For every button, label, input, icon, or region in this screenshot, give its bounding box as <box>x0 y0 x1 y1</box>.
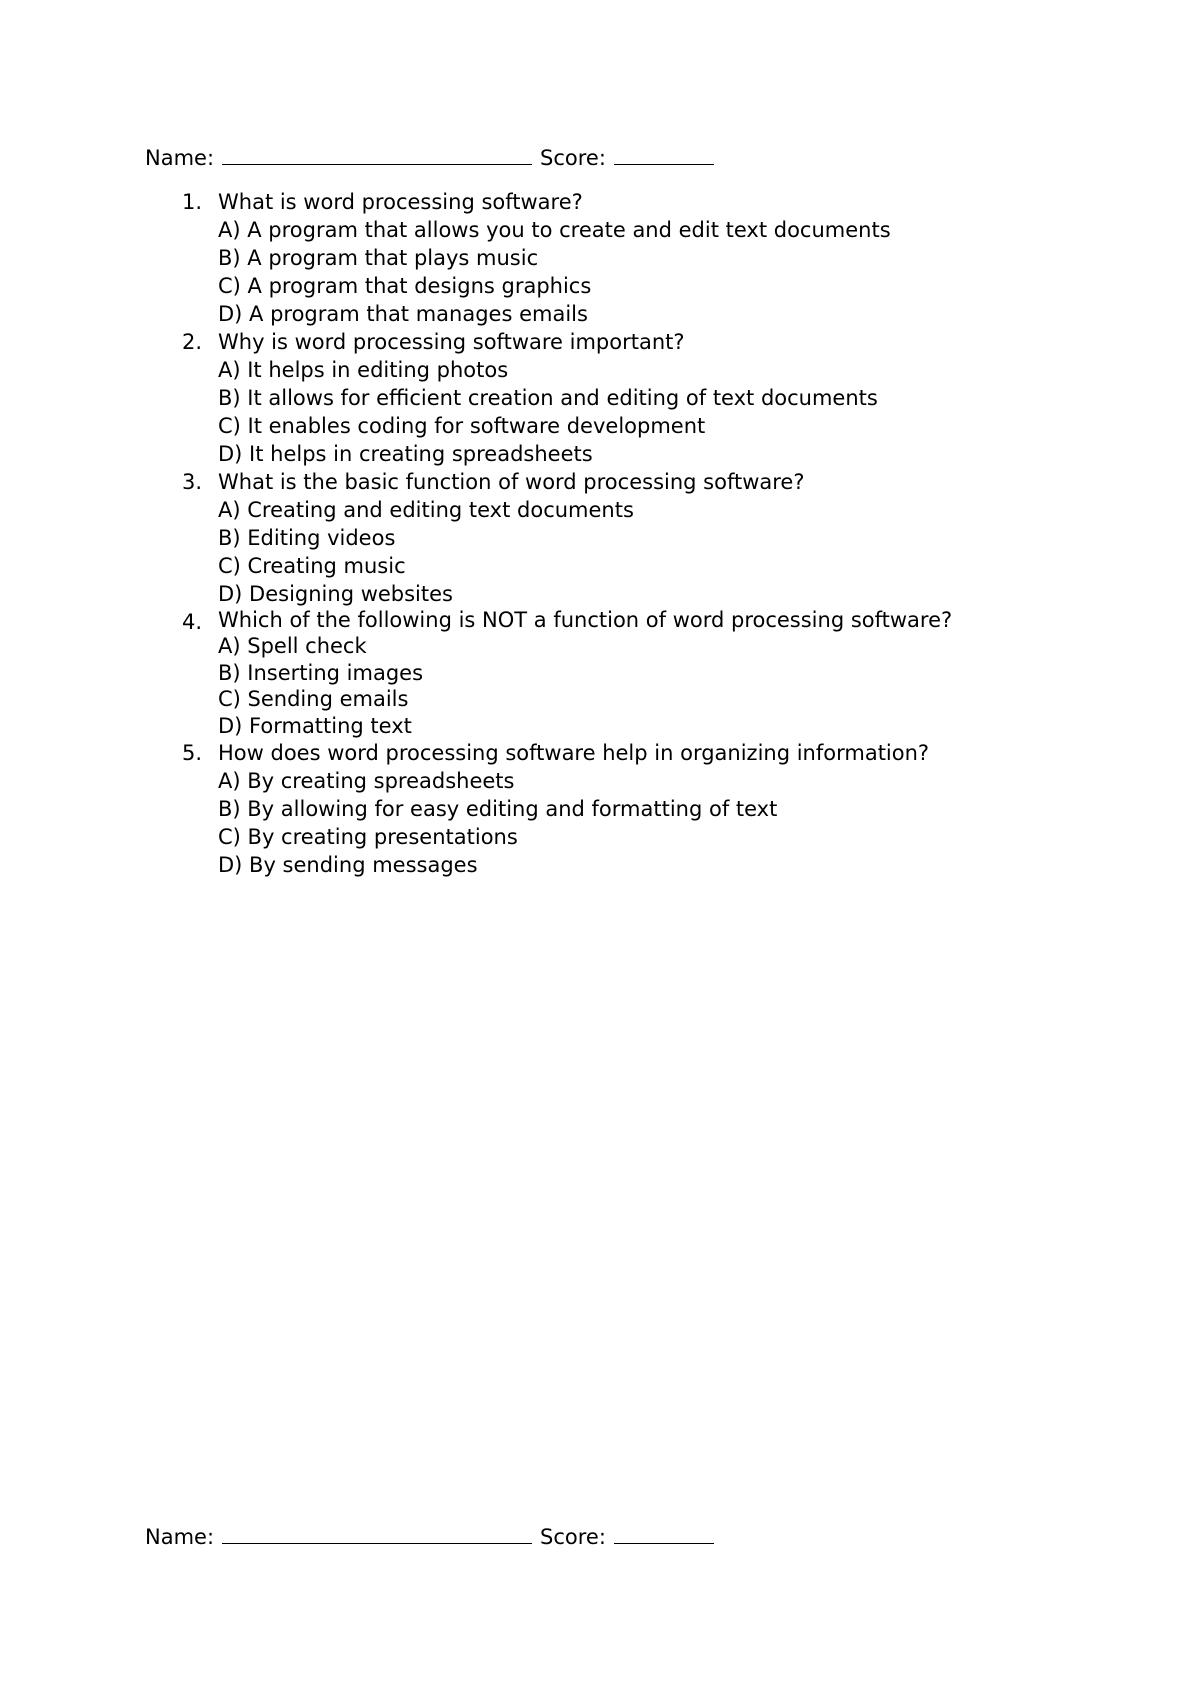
question-text: Why is word processing software important? <box>218 330 685 354</box>
answer-option: B) A program that plays music <box>218 246 539 270</box>
question-item <box>0 188 1200 328</box>
option-list <box>218 496 1200 608</box>
question-number: 1. <box>182 190 203 214</box>
option-list <box>218 767 1200 879</box>
question-item <box>0 328 1200 468</box>
question-text: What is the basic function of word processing software? <box>218 470 805 494</box>
name-label: Name: <box>145 1525 215 1549</box>
answer-option: C) By creating presentations <box>218 825 518 849</box>
footer-name-score <box>145 1523 722 1551</box>
answer-option: D) Designing websites <box>218 582 453 606</box>
question-item <box>0 608 1200 739</box>
answer-option: B) By allowing for easy editing and formatting of text <box>218 797 778 821</box>
answer-option: B) Editing videos <box>218 526 396 550</box>
answer-option: C) It enables coding for software development <box>218 414 706 438</box>
answer-option: D) Formatting text <box>218 713 412 738</box>
question-text: Which of the following is NOT a function of word processing software? <box>218 608 953 632</box>
question-number: 2. <box>182 330 203 354</box>
option-list <box>218 356 1200 468</box>
answer-option: A) A program that allows you to create and edit text documents <box>218 218 891 242</box>
question-text: What is word processing software? <box>218 190 583 214</box>
score-label: Score: <box>540 1525 606 1549</box>
question-list <box>0 188 1200 879</box>
answer-option: B) It allows for efficient creation and editing of text documents <box>218 386 878 410</box>
header-name-score <box>145 144 722 172</box>
question-item <box>0 468 1200 608</box>
answer-option: A) It helps in editing photos <box>218 358 509 382</box>
answer-option: D) By sending messages <box>218 853 478 877</box>
answer-option: A) Creating and editing text documents <box>218 498 634 522</box>
score-blank[interactable] <box>614 144 714 165</box>
answer-option: C) Creating music <box>218 554 406 578</box>
score-label: Score: <box>540 146 606 170</box>
name-label: Name: <box>145 146 215 170</box>
name-blank[interactable] <box>222 144 532 165</box>
question-number: 5. <box>182 741 203 765</box>
answer-option: A) By creating spreadsheets <box>218 769 515 793</box>
score-blank[interactable] <box>614 1523 714 1544</box>
answer-option: C) A program that designs graphics <box>218 274 592 298</box>
answer-option: D) A program that manages emails <box>218 302 588 326</box>
question-text: How does word processing software help in organizing information? <box>218 741 930 765</box>
option-list <box>218 633 1200 739</box>
option-list <box>218 216 1200 328</box>
answer-option: D) It helps in creating spreadsheets <box>218 442 593 466</box>
question-item <box>0 739 1200 879</box>
name-blank[interactable] <box>222 1523 532 1544</box>
answer-option: B) Inserting images <box>218 660 424 685</box>
answer-option: A) Spell check <box>218 634 367 658</box>
question-number: 3. <box>182 470 203 494</box>
question-number: 4. <box>182 610 203 634</box>
answer-option: C) Sending emails <box>218 687 409 711</box>
